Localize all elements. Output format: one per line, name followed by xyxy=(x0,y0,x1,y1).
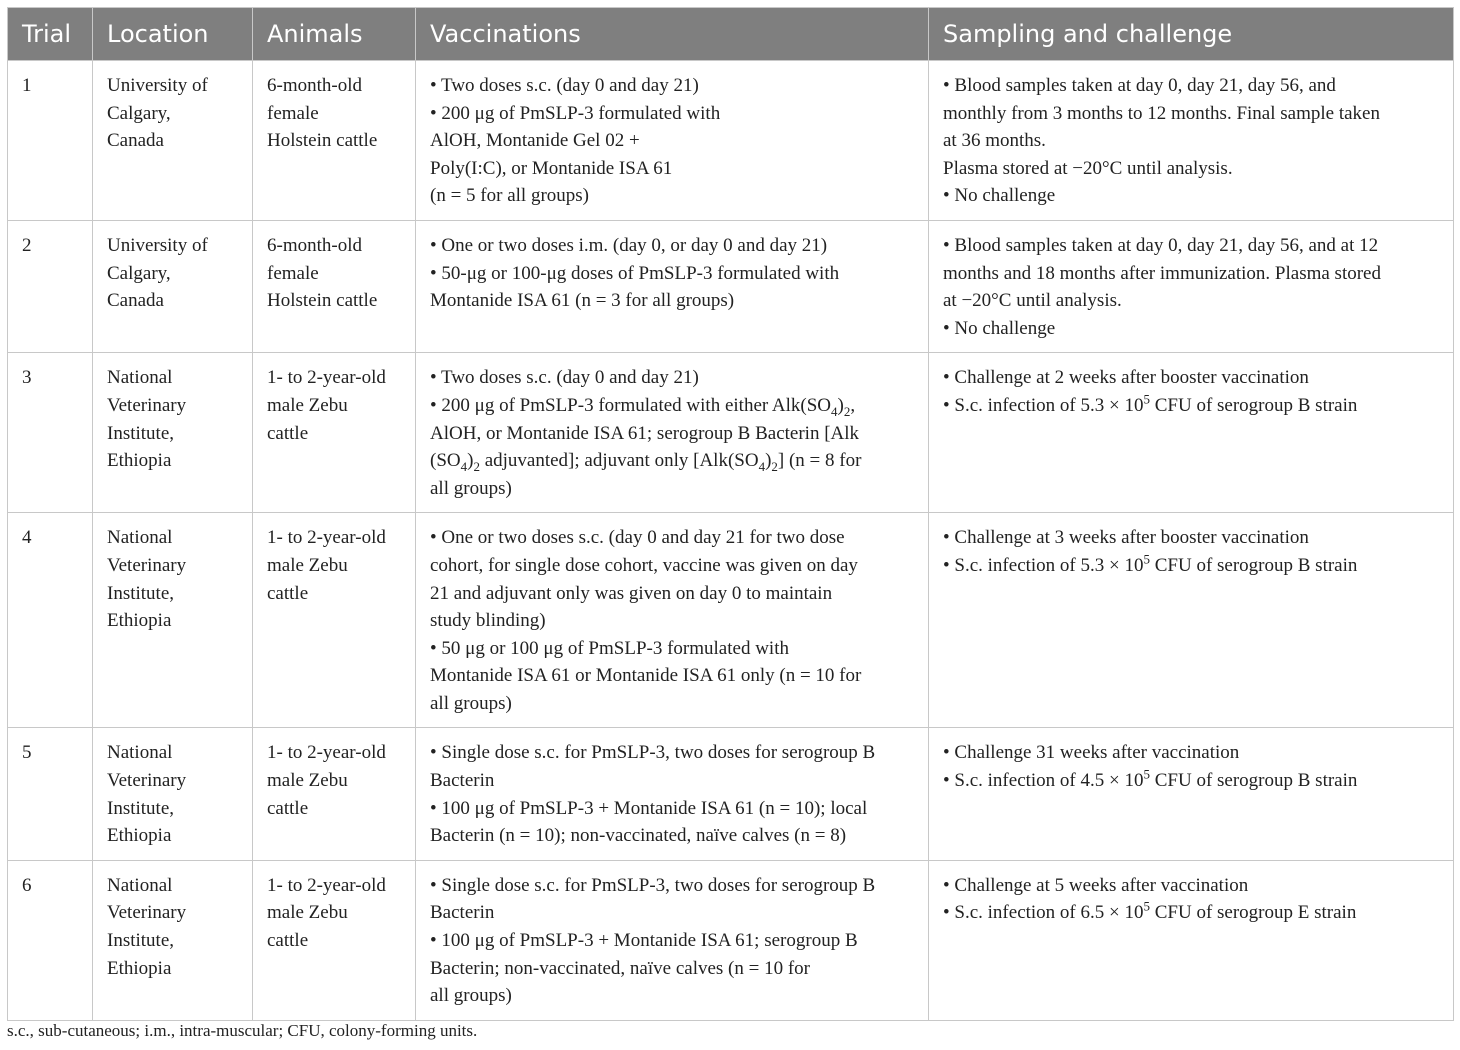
table-row xyxy=(8,220,1454,352)
cell-line: Institute, xyxy=(107,797,175,819)
cell-line: 2 xyxy=(22,234,32,256)
cell-sampling-and-challenge xyxy=(929,728,1454,860)
cell-line: cattle xyxy=(267,930,309,952)
cell-line: at −20°C until analysis. xyxy=(943,290,1122,312)
cell-line: Canada xyxy=(107,130,164,152)
cell-line: • S.c. infection of $5.3 \times 10^5$ CFU of serogroup B strain xyxy=(943,391,1358,416)
cell-line: male Zebu xyxy=(267,902,348,924)
cell-line: • 100 μg of PmSLP-3 + Montanide ISA 61; serogroup B xyxy=(430,930,858,952)
cell-line: • Single dose s.c. for PmSLP-3, two doses for serogroup B xyxy=(430,874,876,896)
cell-line: all groups) xyxy=(430,477,512,499)
cell-line: Bacterin xyxy=(430,902,495,924)
cell-trial xyxy=(8,220,93,352)
cell-trial xyxy=(8,353,93,513)
cell-line: Ethiopia xyxy=(107,610,172,632)
cell-line: AlOH, or Montanide ISA 61; serogroup B Bacterin [Alk xyxy=(430,422,860,444)
cell-line: Bacterin xyxy=(430,770,495,792)
header-sampling-and-challenge: Sampling and challenge xyxy=(929,8,1454,61)
cell-vaccinations xyxy=(416,728,929,860)
cell-line: Ethiopia xyxy=(107,957,172,979)
cell-animals xyxy=(253,220,416,352)
cell-sampling-and-challenge xyxy=(929,61,1454,221)
cell-line: National xyxy=(107,527,173,549)
cell-line: • 200 μg of PmSLP-3 formulated with xyxy=(430,102,721,124)
cell-location xyxy=(93,728,253,860)
cell-line: • S.c. infection of $4.5 \times 10^5$ CFU of serogroup B strain xyxy=(943,766,1358,792)
cell-line: 1- to 2-year-old xyxy=(267,874,386,896)
cell-trial xyxy=(8,860,93,1020)
cell-vaccinations xyxy=(416,61,929,221)
cell-line: 4 xyxy=(22,527,32,549)
cell-location xyxy=(93,220,253,352)
cell-sampling-and-challenge xyxy=(929,513,1454,728)
cell-line: 6-month-old xyxy=(267,75,362,96)
cell-line: • 50 μg or 100 μg of PmSLP-3 formulated with xyxy=(430,637,789,659)
cell-line: 1- to 2-year-old xyxy=(267,527,386,549)
cell-line: • Challenge at 2 weeks after booster vaccination xyxy=(943,367,1309,389)
cell-line: • Challenge at 3 weeks after booster vaccination xyxy=(943,527,1309,549)
cell-line: monthly from 3 months to 12 months. Final sample taken xyxy=(943,102,1380,124)
cell-line: cohort, for single dose cohort, vaccine was given on day xyxy=(430,554,858,576)
cell-line: • Single dose s.c. for PmSLP-3, two doses for serogroup B xyxy=(430,742,876,764)
cell-location xyxy=(93,61,253,221)
cell-line: • S.c. infection of $6.5 \times 10^5$ CFU of serogroup E strain xyxy=(943,899,1357,924)
header-location: Location xyxy=(93,8,253,61)
cell-line: Veterinary xyxy=(107,902,187,924)
table-footnote: s.c., sub-cutaneous; i.m., intra-muscular; CFU, colony-forming units. xyxy=(7,1021,478,1040)
cell-vaccinations xyxy=(416,860,929,1020)
cell-line: Calgary, xyxy=(107,262,171,284)
table-body xyxy=(8,61,1454,1021)
cell-line: Montanide ISA 61 (n = 3 for all groups) xyxy=(430,290,735,312)
cell-line: Ethiopia xyxy=(107,825,172,847)
cell-line: Institute, xyxy=(107,930,175,952)
cell-line: Ethiopia xyxy=(107,450,172,472)
cell-line: months and 18 months after immunization. Plasma stored xyxy=(943,262,1381,284)
cell-line: • Two doses s.c. (day 0 and day 21) xyxy=(430,367,699,389)
cell-line: Calgary, xyxy=(107,102,171,124)
cell-line: all groups) xyxy=(430,692,512,714)
cell-line: cattle xyxy=(267,422,309,444)
table-row xyxy=(8,513,1454,728)
cell-line: 1- to 2-year-old xyxy=(267,367,386,389)
cell-line: National xyxy=(107,367,173,389)
trials-table xyxy=(7,7,1454,1021)
cell-line: AlOH, Montanide Gel 02 + xyxy=(430,130,640,152)
cell-line: 5 xyxy=(22,742,32,764)
cell-line: Holstein cattle xyxy=(267,130,378,152)
cell-line: Canada xyxy=(107,290,164,312)
cell-sampling-and-challenge xyxy=(929,353,1454,513)
cell-line: • 50-μg or 100-μg doses of PmSLP-3 formulated with xyxy=(430,262,840,284)
cell-vaccinations xyxy=(416,513,929,728)
cell-line: study blinding) xyxy=(430,610,546,632)
cell-animals xyxy=(253,728,416,860)
cell-line: Plasma stored at −20°C until analysis. xyxy=(943,157,1233,179)
cell-trial xyxy=(8,728,93,860)
cell-line: Veterinary xyxy=(107,394,187,416)
cell-line: cattle xyxy=(267,582,309,604)
table-row xyxy=(8,61,1454,221)
cell-line: male Zebu xyxy=(267,554,348,576)
cell-sampling-and-challenge xyxy=(929,220,1454,352)
cell-line: male Zebu xyxy=(267,394,348,416)
table-header-row xyxy=(8,8,1454,61)
cell-sampling-and-challenge xyxy=(929,860,1454,1020)
cell-line: (n = 5 for all groups) xyxy=(430,185,589,207)
cell-line: Poly(I:C), or Montanide ISA 61 xyxy=(430,157,673,179)
cell-line: 1- to 2-year-old xyxy=(267,742,386,764)
cell-line: at 36 months. xyxy=(943,130,1046,152)
cell-line: 3 xyxy=(22,367,32,389)
header-vaccinations: Vaccinations xyxy=(416,8,929,61)
cell-line: 6 xyxy=(22,874,32,896)
cell-line: • One or two doses s.c. (day 0 and day 21 for two dose xyxy=(430,527,845,549)
cell-line: 21 and adjuvant only was given on day 0 to maintain xyxy=(430,582,833,604)
cell-animals xyxy=(253,513,416,728)
cell-vaccinations xyxy=(416,220,929,352)
cell-line: • No challenge xyxy=(943,185,1056,207)
cell-line: Institute, xyxy=(107,422,175,444)
cell-line: Montanide ISA 61 or Montanide ISA 61 only (n = 10 for xyxy=(430,665,862,687)
cell-line: • No challenge xyxy=(943,317,1056,339)
header-animals: Animals xyxy=(253,8,416,61)
cell-line: Veterinary xyxy=(107,770,187,792)
cell-line: 1 xyxy=(22,75,32,96)
cell-line: University of xyxy=(107,234,208,256)
cell-line: University of xyxy=(107,75,208,96)
cell-line: Holstein cattle xyxy=(267,290,378,312)
cell-line: • Challenge 31 weeks after vaccination xyxy=(943,742,1240,764)
cell-line: Bacterin (n = 10); non-vaccinated, naïve calves (n = 8) xyxy=(430,825,847,847)
cell-line: female xyxy=(267,102,319,124)
table-row xyxy=(8,728,1454,860)
cell-line: Veterinary xyxy=(107,554,187,576)
cell-line: National xyxy=(107,742,173,764)
cell-animals xyxy=(253,353,416,513)
cell-animals xyxy=(253,860,416,1020)
cell-trial xyxy=(8,513,93,728)
cell-line: • One or two doses i.m. (day 0, or day 0 and day 21) xyxy=(430,234,828,256)
cell-line: male Zebu xyxy=(267,770,348,792)
cell-line: all groups) xyxy=(430,985,512,1007)
header-trial: Trial xyxy=(8,8,93,61)
table-row xyxy=(8,860,1454,1020)
cell-line: Bacterin; non-vaccinated, naïve calves (n = 10 for xyxy=(430,957,810,979)
cell-line: • Challenge at 5 weeks after vaccination xyxy=(943,874,1249,896)
cell-line: • Blood samples taken at day 0, day 21, day 56, and at 12 xyxy=(943,234,1379,256)
cell-location xyxy=(93,860,253,1020)
cell-line: $(SO_4)_2$ adjuvanted]; adjuvant only $[Alk(SO_4)_2] (n = 8$ for xyxy=(430,450,862,474)
cell-line: • Two doses s.c. (day 0 and day 21) xyxy=(430,75,699,96)
table-row xyxy=(8,353,1454,513)
cell-vaccinations xyxy=(416,353,929,513)
cell-location xyxy=(93,513,253,728)
cell-animals xyxy=(253,61,416,221)
cell-line: • 100 μg of PmSLP-3 + Montanide ISA 61 (n = 10); local xyxy=(430,797,868,819)
cell-line: • 200 μg of PmSLP-3 formulated with either $Alk(SO_4)_2$, xyxy=(430,394,856,419)
cell-line: 6-month-old xyxy=(267,234,362,256)
cell-line: National xyxy=(107,874,173,896)
trials-table-container xyxy=(7,7,1453,1021)
cell-trial xyxy=(8,61,93,221)
cell-line: female xyxy=(267,262,319,284)
cell-line: Institute, xyxy=(107,582,175,604)
cell-line: cattle xyxy=(267,797,309,819)
cell-line: • Blood samples taken at day 0, day 21, day 56, and xyxy=(943,75,1336,96)
cell-line: • S.c. infection of $5.3 \times 10^5$ CFU of serogroup B strain xyxy=(943,551,1358,576)
cell-location xyxy=(93,353,253,513)
